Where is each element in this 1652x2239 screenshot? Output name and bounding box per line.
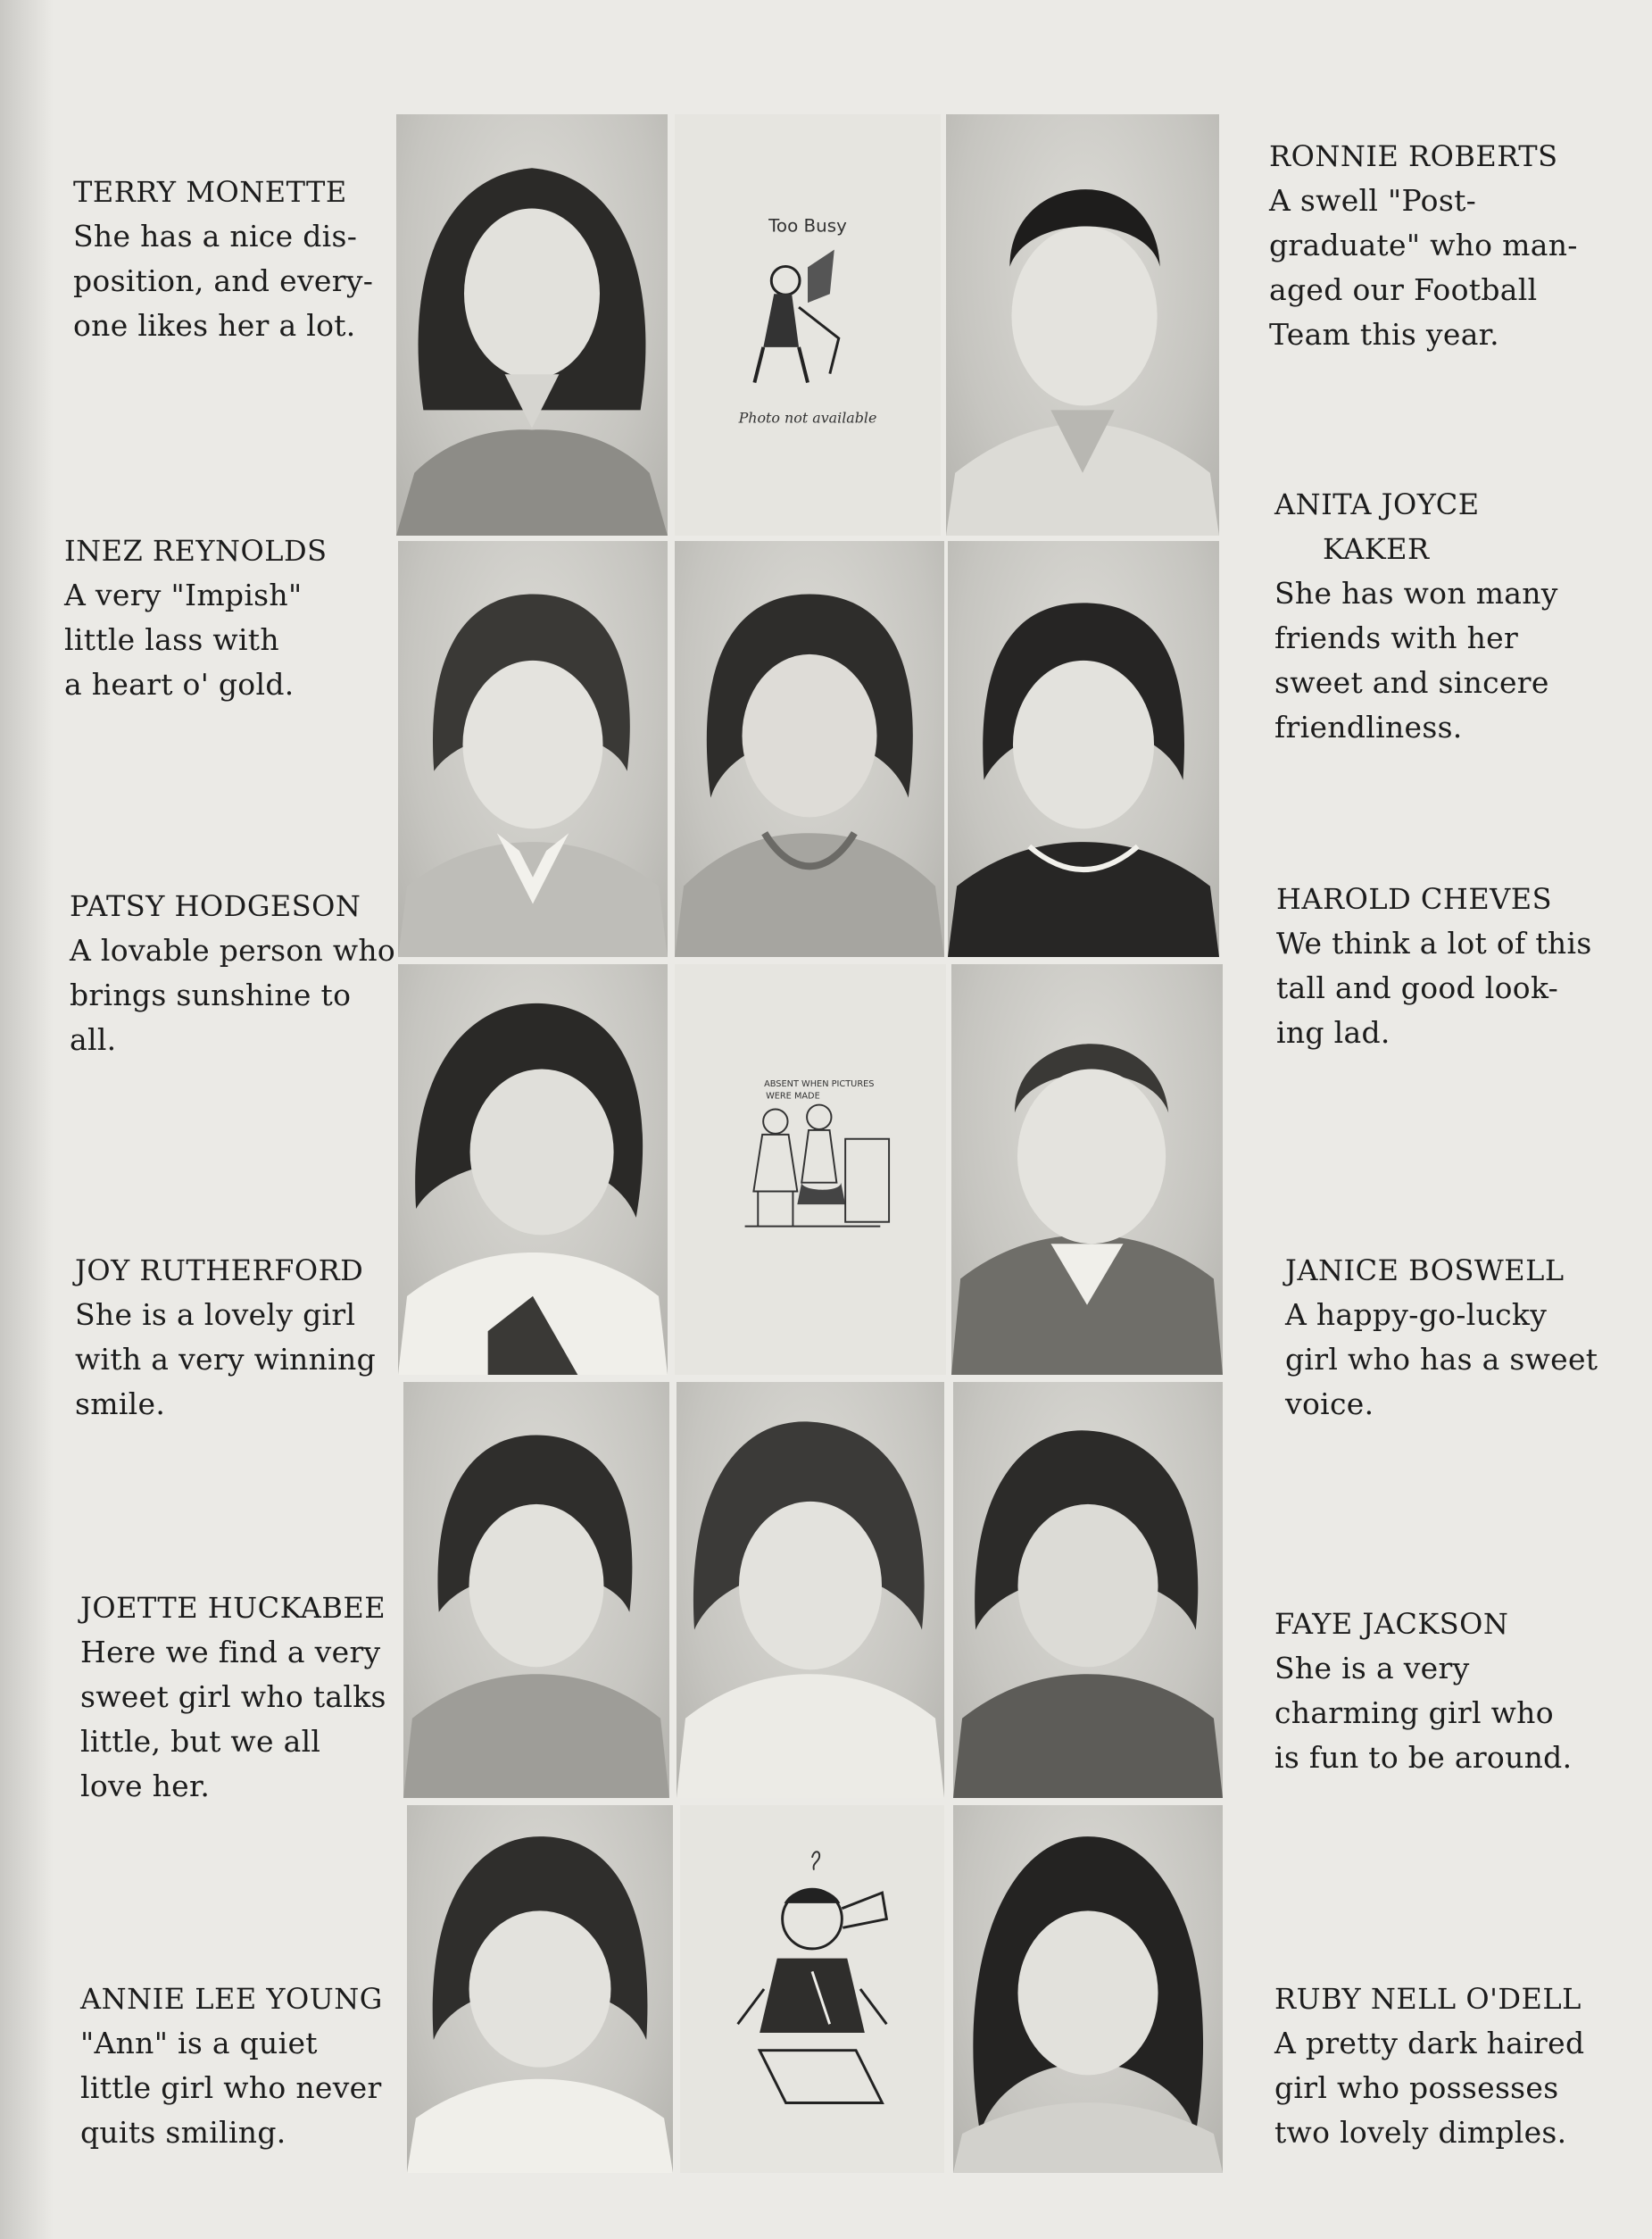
- portrait-photo-anita-joyce-kaker-center: [675, 541, 944, 957]
- caption-line: two lovely dimples.: [1274, 2115, 1567, 2150]
- caption-line: sweet and sincere: [1274, 665, 1549, 700]
- student-name: ANNIE LEE YOUNG: [80, 1982, 383, 2016]
- page-binding-shadow: [0, 0, 54, 2239]
- portrait-photo-faye-jackson: [953, 1382, 1223, 1798]
- placeholder-top-text: ABSENT WHEN PICTURES: [764, 1079, 875, 1090]
- caption-terry-monette: [73, 170, 421, 348]
- caption-line: little lass with: [64, 622, 279, 657]
- student-name: TERRY MONETTE: [73, 175, 347, 209]
- caption-line: is fun to be around.: [1274, 1740, 1573, 1775]
- caption-line: A pretty dark haired: [1274, 2026, 1585, 2060]
- caption-line: charming girl who: [1274, 1695, 1554, 1730]
- caption-line: brings sunshine to: [70, 978, 352, 1012]
- student-name: JOETTE HUCKABEE: [80, 1591, 386, 1625]
- caption-line: A lovable person who: [70, 933, 396, 968]
- cartoon-absent-icon: [675, 964, 946, 1375]
- portrait-photo-terry-monette: [396, 114, 668, 536]
- portrait-silhouette: [677, 1382, 944, 1798]
- student-name: RUBY NELL O'DELL: [1274, 1982, 1581, 2016]
- caption-joette-huckabee: [80, 1586, 428, 1809]
- portrait-silhouette: [396, 114, 668, 536]
- caption-line: Here we find a very: [80, 1635, 381, 1669]
- placeholder-top-text: Too Busy: [768, 215, 847, 237]
- caption-line: sweet girl who talks: [80, 1679, 386, 1714]
- caption-line: ing lad.: [1276, 1015, 1391, 1050]
- caption-line: tall and good look-: [1276, 970, 1559, 1005]
- caption-janice-boswell: [1285, 1248, 1633, 1427]
- caption-line: a heart o' gold.: [64, 667, 295, 702]
- caption-line: friends with her: [1274, 620, 1519, 655]
- portrait-photo-patsy-hodgeson: [398, 964, 668, 1375]
- student-name: JANICE BOSWELL: [1285, 1253, 1565, 1287]
- caption-line: A swell "Post-: [1269, 183, 1477, 218]
- caption-line: She has won many: [1274, 576, 1558, 611]
- portrait-silhouette: [951, 964, 1223, 1375]
- caption-line: friendliness.: [1274, 710, 1463, 745]
- portrait-photo-ronnie-roberts: [946, 114, 1219, 536]
- caption-line: love her.: [80, 1769, 211, 1803]
- portrait-photo-joette-huckabee: [403, 1382, 669, 1798]
- caption-annie-lee-young: [80, 1977, 428, 2155]
- student-name: JOY RUTHERFORD: [75, 1253, 364, 1287]
- caption-line: girl who possesses: [1274, 2070, 1559, 2105]
- portrait-silhouette: [398, 964, 668, 1375]
- portrait-photo-right-row2: [948, 541, 1219, 957]
- student-name: FAYE JACKSON: [1274, 1607, 1509, 1641]
- portrait-silhouette: [407, 1805, 673, 2173]
- student-name: RONNIE ROBERTS: [1269, 139, 1558, 173]
- caption-line: A very "Impish": [64, 578, 303, 612]
- portrait-photo-center-row4: [677, 1382, 944, 1798]
- caption-line: all.: [70, 1022, 117, 1057]
- caption-line: A happy-go-lucky: [1285, 1297, 1548, 1332]
- caption-joy-rutherford: [75, 1248, 423, 1427]
- portrait-photo-annie-lee-young: [407, 1805, 673, 2173]
- caption-line: little, but we all: [80, 1724, 321, 1759]
- student-name: PATSY HODGESON: [70, 889, 361, 923]
- cartoon-too-busy-icon: [675, 114, 941, 536]
- caption-line: smile.: [75, 1386, 166, 1421]
- portrait-photo-ruby-nell-odell: [953, 1805, 1223, 2173]
- student-name: INEZ REYNOLDS: [64, 534, 328, 568]
- portrait-silhouette: [953, 1805, 1223, 2173]
- placeholder-absent: [675, 964, 946, 1375]
- caption-line: little girl who never: [80, 2070, 382, 2105]
- caption-ronnie-roberts: [1269, 134, 1617, 357]
- caption-line: graduate" who man-: [1269, 228, 1578, 262]
- caption-line: She has a nice dis-: [73, 219, 358, 254]
- placeholder-second-text: WERE MADE: [766, 1091, 820, 1102]
- student-name: ANITA JOYCE: [1274, 487, 1480, 521]
- portrait-photo-inez-reynolds: [398, 541, 668, 957]
- placeholder-too-busy: [675, 114, 941, 536]
- portrait-photo-harold-cheves: [951, 964, 1223, 1375]
- placeholder-cartoon-thinking: [680, 1805, 944, 2173]
- caption-line: Team this year.: [1269, 317, 1499, 352]
- portrait-silhouette: [403, 1382, 669, 1798]
- caption-patsy-hodgeson: [70, 884, 418, 1062]
- caption-line: She is a very: [1274, 1651, 1470, 1685]
- portrait-silhouette: [675, 541, 944, 957]
- student-name: HAROLD CHEVES: [1276, 882, 1553, 916]
- caption-line: girl who has a sweet: [1285, 1342, 1598, 1377]
- caption-line: She is a lovely girl: [75, 1297, 356, 1332]
- caption-line: with a very winning: [75, 1342, 376, 1377]
- caption-inez-reynolds: [64, 529, 412, 707]
- caption-line: "Ann" is a quiet: [80, 2026, 318, 2060]
- portrait-silhouette: [946, 114, 1219, 536]
- caption-line: position, and every-: [73, 263, 374, 298]
- caption-anita-joyce-kaker: [1274, 482, 1623, 750]
- portrait-silhouette: [953, 1382, 1223, 1798]
- caption-line: one likes her a lot.: [73, 308, 356, 343]
- cartoon-thinking-boy-icon: [680, 1805, 944, 2173]
- caption-harold-cheves: [1276, 877, 1624, 1055]
- caption-ruby-nell-odell: [1274, 1977, 1623, 2155]
- caption-line: quits smiling.: [80, 2115, 286, 2150]
- placeholder-bottom-text: Photo not available: [738, 409, 877, 427]
- student-name: KAKER: [1323, 532, 1430, 566]
- caption-faye-jackson: [1274, 1602, 1623, 1780]
- portrait-silhouette: [948, 541, 1219, 957]
- caption-line: We think a lot of this: [1276, 926, 1592, 961]
- portrait-silhouette: [398, 541, 668, 957]
- caption-line: aged our Football: [1269, 272, 1538, 307]
- caption-line: voice.: [1285, 1386, 1374, 1421]
